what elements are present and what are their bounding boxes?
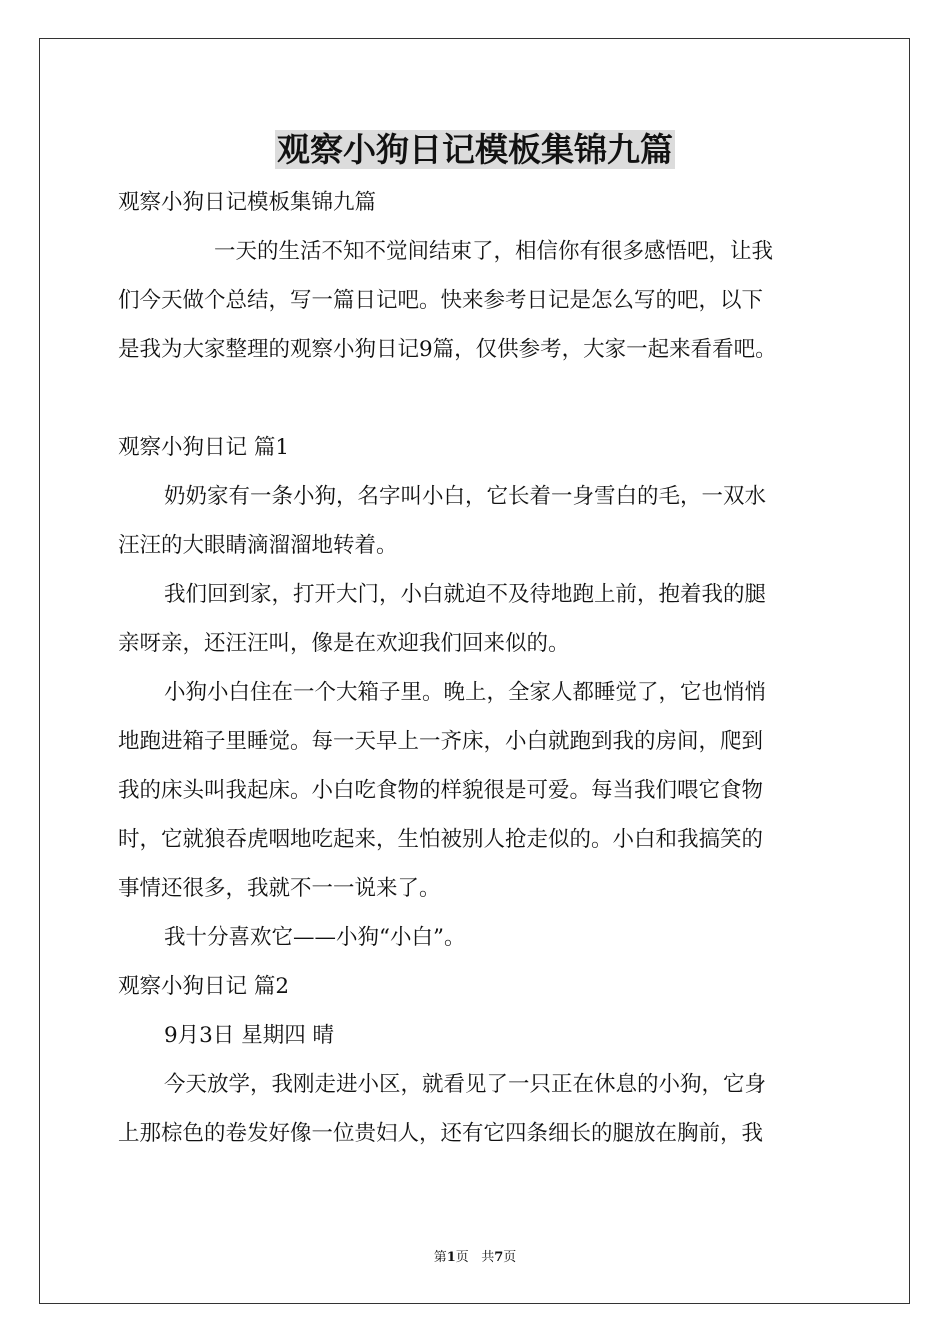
- text-line: 汪汪的大眼睛滴溜溜地转着。: [118, 533, 398, 558]
- page-title-text: 观察小狗日记模板集锦九篇: [277, 130, 673, 169]
- text-line: 地跑进箱子里睡觉。每一天早上一齐床，小白就跑到我的房间，爬到: [118, 729, 764, 754]
- text-line: 我们回到家，打开大门，小白就迫不及待地跑上前，抱着我的腿: [164, 582, 767, 607]
- footer-page-current: 1: [446, 1250, 456, 1265]
- text-line: 奶奶家有一条小狗，名字叫小白，它长着一身雪白的毛，一双水: [164, 484, 767, 509]
- footer-total-prefix: 共: [481, 1250, 495, 1265]
- text-line: 观察小狗日记 篇1: [118, 435, 290, 460]
- text-line: 亲呀亲，还汪汪叫，像是在欢迎我们回来似的。: [118, 631, 570, 656]
- text-line: 们今天做个总结，写一篇日记吧。快来参考日记是怎么写的吧，以下: [118, 288, 764, 313]
- text-line: 一天的生活不知不觉间结束了，相信你有很多感悟吧，让我: [214, 239, 774, 264]
- document-body: [118, 178, 834, 1158]
- page-title: [0, 124, 950, 176]
- page-footer: [0, 1246, 950, 1265]
- text-line: 观察小狗日记模板集锦九篇: [118, 190, 377, 215]
- text-line: 小狗小白住在一个大箱子里。晚上，全家人都睡觉了，它也悄悄: [164, 680, 767, 705]
- text-line: 今天放学，我刚走进小区，就看见了一只正在休息的小狗，它身: [164, 1072, 767, 1097]
- footer-page-total: 7: [494, 1250, 504, 1265]
- text-line: 上那棕色的卷发好像一位贵妇人，还有它四条细长的腿放在胸前，我: [118, 1121, 764, 1146]
- text-line: 我的床头叫我起床。小白吃食物的样貌很是可爱。每当我们喂它食物: [118, 778, 764, 803]
- text-line: 9月3日 星期四 晴: [164, 1023, 335, 1048]
- footer-page-suffix: 页: [455, 1250, 469, 1265]
- footer-total-suffix: 页: [503, 1250, 517, 1265]
- text-line: 事情还很多，我就不一一说来了。: [118, 876, 441, 901]
- text-line: [118, 374, 834, 423]
- text-line: 观察小狗日记 篇2: [118, 974, 290, 999]
- text-line: 是我为大家整理的观察小狗日记9篇，仅供参考，大家一起来看看吧。: [118, 337, 777, 362]
- text-line: 时，它就狼吞虎咽地吃起来，生怕被别人抢走似的。小白和我搞笑的: [118, 827, 764, 852]
- footer-page-prefix: 第: [433, 1250, 447, 1265]
- text-line: 我十分喜欢它——小狗“小白”。: [164, 925, 466, 950]
